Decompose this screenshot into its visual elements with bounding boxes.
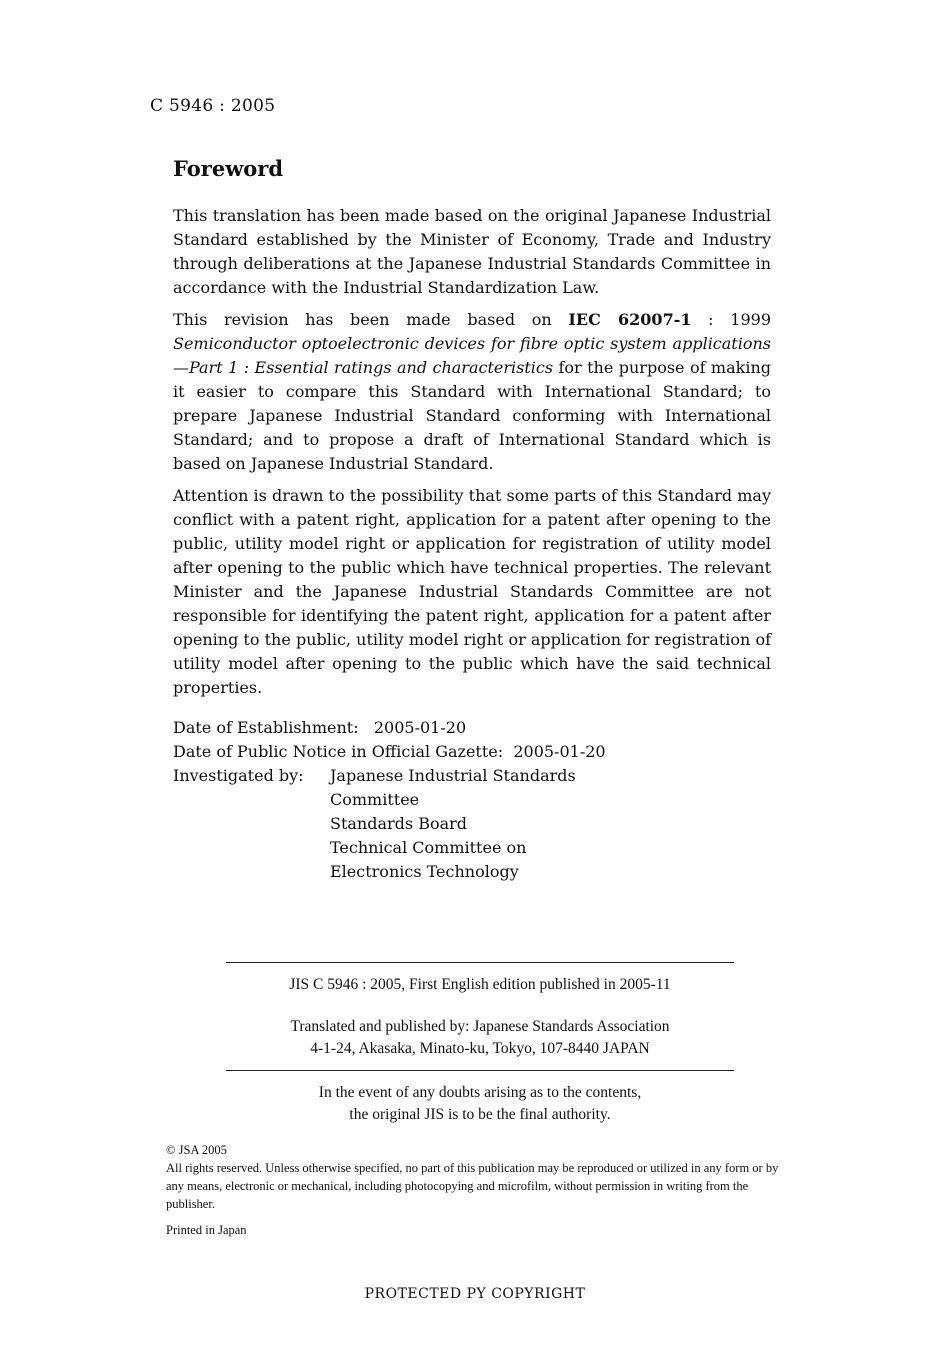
publisher-line-1: Translated and published by: Japanese Standards Association (290, 1018, 670, 1035)
establishment-label: Date of Establishment: (173, 718, 359, 737)
p2-text-c: for the purpose of making it easier to compare this Standard with International Standard; to prepare Japanese Industrial Standard conforming with International Standard; and to propose a draft of International Standard which is based on Japanese Industrial Standard. (173, 358, 771, 473)
copyright-mark: © JSA 2005 (166, 1143, 227, 1157)
copyright-block (166, 1141, 786, 1239)
publisher-address: 4-1-24, Akasaka, Minato-ku, Tokyo, 107-8440 JAPAN (310, 1040, 650, 1057)
iec-title: Semiconductor optoelectronic devices for fibre optic system applications—Part 1 : Essential ratings and characteristics (173, 334, 771, 377)
divider-bottom (226, 1070, 734, 1071)
public-notice-label: Date of Public Notice in Official Gazette: (173, 742, 504, 761)
protected-footer: PROTECTED PY COPYRIGHT (364, 1286, 586, 1302)
foreword-paragraph-2 (173, 308, 771, 476)
foreword-paragraph-3: Attention is drawn to the possibility that some parts of this Standard may conflict with a patent right, application for a patent after opening to the public, utility model right or application for registration of utility model after opening to the public which have technical properties. The relevant Minister and the Japanese Industrial Standards Committee are not responsible for identifying the patent right, application for a patent after opening to the public, utility model right or application for registration of utility model after opening to the public which have the said technical properties. (173, 486, 771, 697)
authority-line-2: the original JIS is to be the final authority. (349, 1106, 611, 1123)
investigator-item: Technical Committee on Electronics Technology (330, 838, 527, 881)
document-number: C 5946 : 2005 (150, 96, 276, 116)
p2-text-b: : 1999 (691, 310, 771, 329)
printed-in: Printed in Japan (166, 1223, 247, 1237)
standard-metadata (173, 716, 606, 881)
authority-line-1: In the event of any doubts arising as to the contents, (318, 1084, 642, 1101)
establishment-date: 2005-01-20 (373, 718, 467, 737)
investigator-item: Japanese Industrial Standards Committee (330, 766, 576, 809)
publisher-block (226, 1016, 734, 1060)
establishment-row (173, 716, 606, 740)
investigators-list (330, 764, 606, 884)
iec-reference: IEC 62007-1 (568, 310, 692, 329)
rights-notice: All rights reserved. Unless otherwise specified, no part of this publication may be reproduced or utilized in any form or by any means, electronic or mechanical, including photocopying and microfilm, without permission in writing from the publisher. (166, 1161, 779, 1211)
divider-top (226, 962, 734, 963)
foreword-paragraph-1: This translation has been made based on the original Japanese Industrial Standard established by the Minister of Economy, Trade and Industry through deliberations at the Japanese Industrial Standards Committee in accordance with the Industrial Standardization Law. (173, 206, 771, 297)
page-title: Foreword (173, 156, 284, 181)
investigated-label: Investigated by: (173, 766, 304, 785)
public-notice-row (173, 740, 606, 764)
public-notice-date: 2005-01-20 (513, 742, 606, 761)
investigator-item: Standards Board (330, 814, 468, 833)
authority-note (226, 1082, 734, 1126)
edition-line: JIS C 5946 : 2005, First English edition published in 2005-11 (289, 976, 671, 993)
p2-text-a: This revision has been made based on (173, 310, 569, 329)
